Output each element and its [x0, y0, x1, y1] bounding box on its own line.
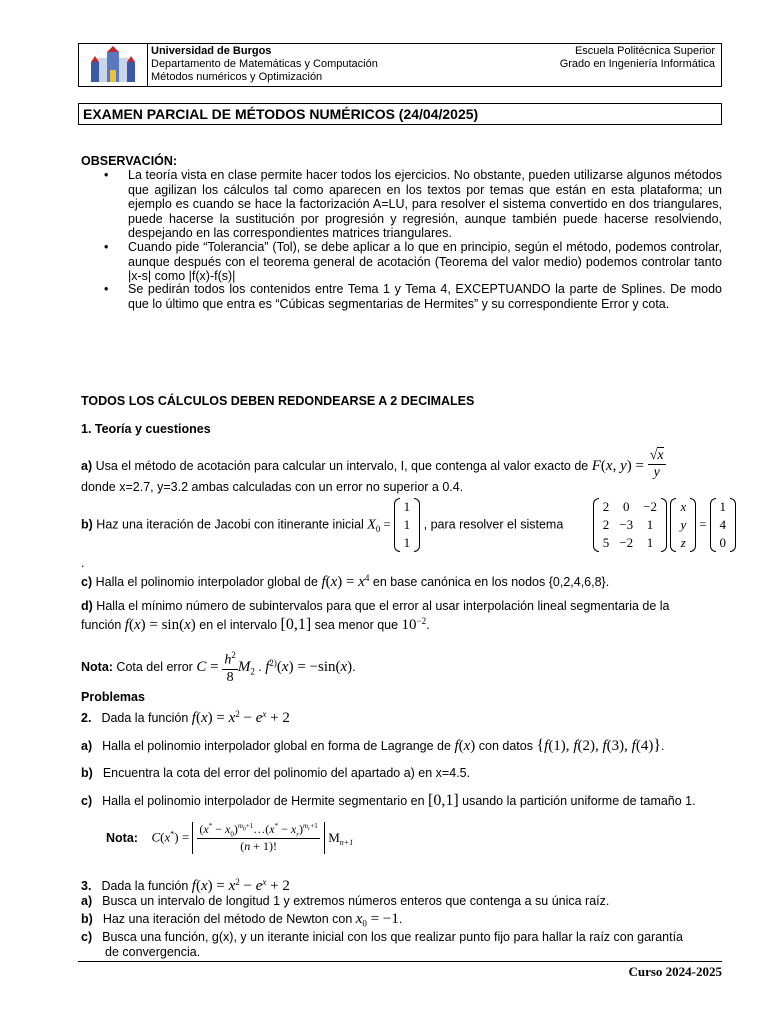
observation-title: OBSERVACIÓN: [81, 154, 178, 168]
question-1b: b) Haz una iteración de Jacobi con itinerante inicial $X_0$ = 1 1 1 , para resolver el sistema 2 0 −2 2 −3 1 5 −2 1 x y z = 1 4 0 [81, 498, 736, 552]
degree-name: Grado en Ingeniería Informática [559, 58, 715, 70]
area-name: Métodos numéricos y Optimización [151, 71, 323, 83]
exam-title: EXAMEN PARCIAL DE MÉTODOS NUMÉRICOS (24/04/2025) [78, 103, 722, 125]
footer-divider [78, 961, 722, 962]
problem-2a: a) Halla el polinomio interpolador global en forma de Lagrange de f(x) con datos {f(1), f(2), f(3), f(4)}. [81, 737, 665, 754]
bullet-icon: • [104, 240, 109, 254]
problem-3a: a) Busca un intervalo de longitud 1 y extremos números enteros que contenga a su única raíz. [81, 894, 610, 908]
section-1-title: 1. Teoría y cuestiones [81, 422, 211, 436]
observation-bullet-3: Se pedirán todos los contenidos entre Tema 1 y Tema 4, EXCEPTUANDO la parte de Splines. De modo que lo último que entra es “Cúbicas segmentarias de Hermites” y su correspondiente Error y cota. [128, 282, 722, 311]
bullet-icon: • [104, 282, 109, 296]
error-bound-note: Nota: Cota del error C = $\frac{h^2}{8}$ $M_2$ . $f^{2)}(x) = -\sin(x)$. [81, 650, 356, 685]
header-box [78, 43, 722, 87]
label-a: a) [81, 458, 93, 473]
question-1a: a) Usa el método de acotación para calcular un intervalo, I, que contenga al valor exacto de F(x, y) = $\frac{√x}{y}$ [81, 448, 664, 480]
question-1d: d) Halla el mínimo número de subintervalos para que el error al usar interpolación lineal segmentaria de la [81, 599, 670, 613]
question-1c: c) Halla el polinomio interpolador global de $f(x) = x^4$ en base canónica en los nodos {0,2,4,6,8}. [81, 573, 610, 591]
problem-2: 2. Dada la función $f(x) = x^2 - e^x + 2$ [81, 709, 290, 727]
rhs-vector: 1 4 0 [710, 498, 737, 552]
observation-bullet-2: Cuando pide “Tolerancia” (Tol), se debe aplicar a lo que en principio, según el método, podemos controlar, aunque después con el teorema general de acotación (Teorema del valor medio) podemos controlar tanto |x-s| como |f(x)-f(s)| [128, 240, 722, 283]
problem-3: 3. Dada la función $f(x) = x^2 - e^x + 2$ [81, 877, 290, 895]
problem-2b: b) Encuentra la cota del error del polinomio del apartado a) en x=4.5. [81, 766, 471, 780]
problem-3c: c) Busca una función, g(x), y un iterante inicial con los que realizar punto fijo para hallar la raíz con garantía [81, 930, 684, 944]
question-1d-cont: función f(x) = sin(x) en el intervalo [0,1] sea menor que $10^{-2}$. [81, 616, 430, 634]
variables-vector: x y z [670, 498, 696, 552]
hermite-error-note: Nota: C(x*) = $\frac{(x^* - x_0)^{m_0+1}\dots(x^* - x_r)^{m_r+1}}{(n + 1)!}$ $M_{n+1}$ [106, 822, 354, 854]
rounding-note: TODOS LOS CÁLCULOS DEBEN REDONDEARSE A 2 DECIMALES [81, 394, 475, 408]
formula-sqrt-fraction: $\frac{√x}{y}$ [649, 448, 664, 480]
university-name: Universidad de Burgos [151, 45, 272, 57]
school-name: Escuela Politécnica Superior [574, 45, 715, 57]
coefficient-matrix: 2 0 −2 2 −3 1 5 −2 1 [593, 498, 667, 552]
problem-2c: c) Halla el polinomio interpolador de Hermite segmentario en [0,1] usando la partición uniforme de tamaño 1. [81, 792, 696, 809]
question-1a-cont: donde x=2.7, y=3.2 ambas calculadas con un error no superior a 0.4. [81, 480, 464, 494]
problem-3b: b) Haz una iteración del método de Newton con $x_0 = -1$. [81, 911, 403, 929]
university-logo [79, 44, 148, 86]
formula-F: F [591, 457, 601, 474]
footer-course: Curso 2024-2025 [628, 964, 722, 979]
department-name: Departamento de Matemáticas y Computación [151, 58, 378, 70]
question-1a-text: Usa el método de acotación para calcular un intervalo, I, que contenga al valor exacto de [92, 458, 592, 473]
problems-title: Problemas [81, 690, 145, 704]
bullet-icon: • [104, 168, 109, 182]
observation-bullet-1: La teoría vista en clase permite hacer todos los ejercicios. No obstante, pueden utilizarse algunos métodos que agilizan los cálculos tal como aparecen en los textos por temas que están en esta plataforma; un ejemplo es cuando se hace la factorización A=LU, para resolver el sistema convertido en dos triangulares, puede hacerse la sustitución por progresión y regresión, aunque también puede hacerse resolviendo, despejando en las correspondientes matrices triangulares. [128, 168, 722, 240]
dot: . [81, 556, 85, 570]
problem-3c-cont: de convergencia. [105, 945, 201, 959]
initial-vector: 1 1 1 [394, 498, 421, 552]
